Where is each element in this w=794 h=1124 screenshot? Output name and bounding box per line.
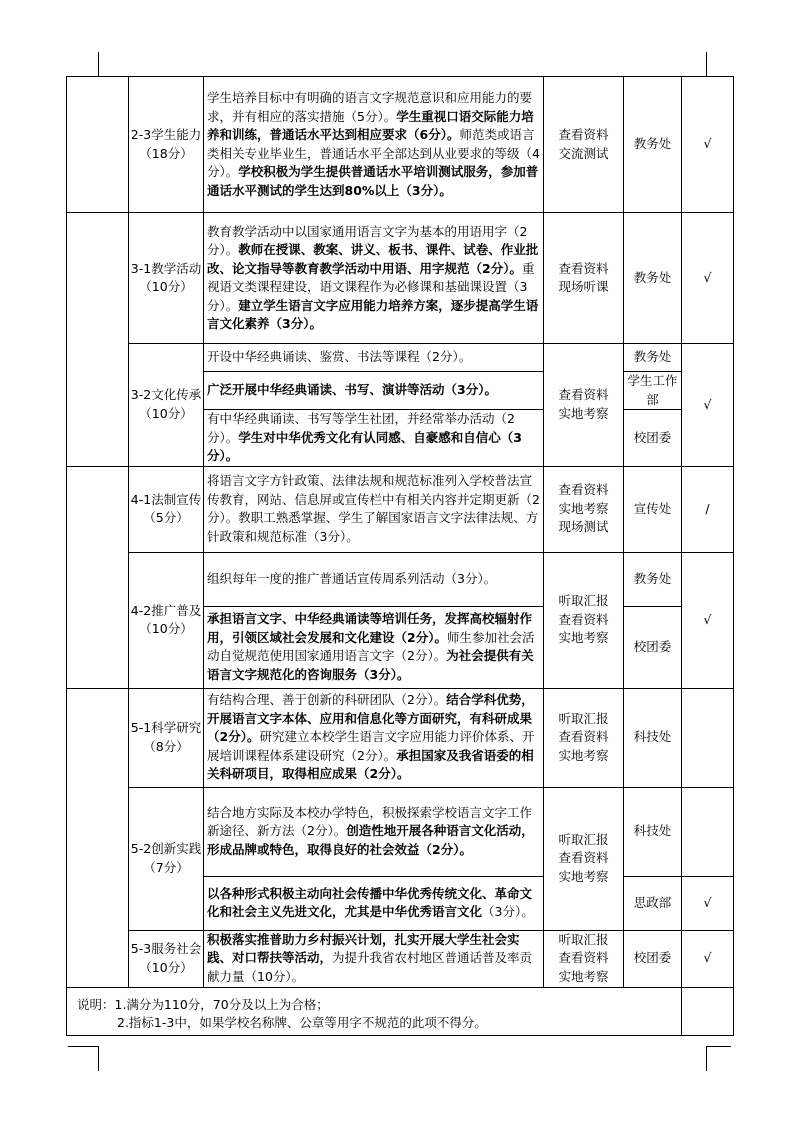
- check-mark: √: [682, 344, 734, 467]
- subitem-cell: [129, 466, 204, 552]
- dept-cell: 思政部: [624, 876, 682, 930]
- subitem-cell: [129, 787, 204, 930]
- category-cell: [67, 688, 129, 987]
- check-mark: /: [682, 466, 734, 552]
- check-mark: √: [682, 213, 734, 344]
- method-cell: 查看资料 交流测试: [544, 77, 624, 213]
- method-cell: 查看资料 实地考察 现场测试: [544, 466, 624, 552]
- subitem-name: 3-2文化传承: [130, 387, 202, 403]
- dept-cell: 科技处: [624, 688, 682, 787]
- criteria-cell: 学生培养目标中有明确的语言文字规范意识和应用能力的要求，并有相应的落实措施（5分）。学生重视口语交际能力培养和训练，普通话水平达到相应要求（6分）。师范类或语言类相关专业毕业生，普通话水平全部达到从业要求的等级（4分）。学校积极为学生提供普通话水平培训测试服务，参加普通话水平测试的学生达到80%以上（3分）。: [204, 77, 544, 213]
- criteria-cell: 广泛开展中华经典诵读、书写、演讲等活动（3分）。: [204, 372, 544, 410]
- subitem-cell: [129, 344, 204, 467]
- table-row: [67, 213, 734, 344]
- subitem-score: （5分）: [143, 510, 189, 525]
- table-row: [67, 688, 734, 787]
- note-line-1: 说明：1.满分为110分，70分及以上为合格；: [77, 996, 329, 1012]
- dept-cell: 教务处: [624, 344, 682, 372]
- subitem-cell: [129, 552, 204, 688]
- dept-cell: 校团委: [624, 606, 682, 688]
- crop-mark-bottom-right: [706, 1046, 731, 1071]
- criteria-cell: 有结构合理、善于创新的科研团队（2分）。结合学科优势，开展语言文字本体、应用和信息化等方面研究，有科研成果（2分）。研究建立本校学生语言文字应用能力评价体系、开展培训课程体系建设研究（2分）。承担国家及我省语委的相关科研项目，取得相应成果（2分）。: [204, 688, 544, 787]
- subitem-name: 2-3学生能力: [130, 127, 202, 142]
- criteria-cell: 开设中华经典诵读、鉴赏、书法等课程（2分）。: [204, 344, 544, 372]
- criteria-cell: 组织每年一度的推广普通话宣传周系列活动（3分）。: [204, 552, 544, 606]
- check-mark: √: [682, 77, 734, 213]
- crop-mark-top-right: [706, 52, 731, 77]
- method-cell: 听取汇报 查看资料 实地考察: [544, 930, 624, 987]
- subitem-cell: [129, 930, 204, 987]
- subitem-score: （10分）: [139, 279, 193, 294]
- criteria-cell: 有中华经典诵读、书写等学生社团，并经常举办活动（2分）。学生对中华优秀文化有认同感、自豪感和自信心（3分）。: [204, 410, 544, 467]
- criteria-cell: 教育教学活动中以国家通用语言文字为基本的用语用字（2分）。教师在授课、教案、讲义、板书、课件、试卷、作业批改、论文指导等教育教学活动中用语、用字规范（2分）。重视语文类课程建设，语文课程作为必修课和基础课设置（3分）。建立学生语言文字应用能力培养方案，逐步提高学生语言文化素养（3分）。: [204, 213, 544, 344]
- subitem-score: （10分）: [139, 621, 193, 636]
- dept-cell: 教务处: [624, 552, 682, 606]
- dept-cell: 校团委: [624, 410, 682, 467]
- dept-cell: 宣传处: [624, 466, 682, 552]
- table-row: [67, 987, 734, 1035]
- subitem-cell: [129, 77, 204, 213]
- subitem-name: 5-3服务社会: [130, 941, 202, 956]
- check-mark: √: [682, 876, 734, 930]
- subitem-cell: [129, 688, 204, 787]
- dept-cell: 教务处: [624, 77, 682, 213]
- criteria-cell: 积极落实推普助力乡村振兴计划，扎实开展大学生社会实践、对口帮扶等活动，为提升我省农村地区普通话普及率贡献力量（10分）。: [204, 930, 544, 987]
- table-row: [67, 344, 734, 372]
- dept-cell: 校团委: [624, 930, 682, 987]
- category-cell: [67, 466, 129, 688]
- method-cell: 听取汇报 查看资料 实地考察: [544, 552, 624, 688]
- subitem-cell: [129, 213, 204, 344]
- check-mark: √: [682, 552, 734, 688]
- crop-mark-bottom-left: [68, 1046, 99, 1071]
- subitem-score: （18分）: [139, 145, 193, 161]
- subitem-score: （7分）: [143, 859, 189, 875]
- table-row: [67, 787, 734, 876]
- subitem-score: （10分）: [139, 959, 193, 975]
- note-line-2: 2.指标1-3中，如果学校名称牌、公章等用字不规范的此项不得分。: [117, 1015, 487, 1030]
- check-mark: √: [682, 930, 734, 987]
- method-cell: 查看资料 现场听课: [544, 213, 624, 344]
- category-cell: [67, 213, 129, 467]
- crop-mark-top-left: [68, 52, 99, 77]
- table-row: [67, 552, 734, 606]
- criteria-cell: 结合地方实际及本校办学特色，积极探索学校语言文字工作新途径、新方法（2分）。创造性地开展各种语言文化活动，形成品牌或特色，取得良好的社会效益（2分）。: [204, 787, 544, 876]
- dept-cell: 科技处: [624, 787, 682, 876]
- method-cell: 听取汇报 查看资料 实地考察: [544, 787, 624, 930]
- evaluation-table: [66, 76, 734, 1036]
- subitem-score: （10分）: [139, 405, 193, 421]
- method-cell: 听取汇报 查看资料 实地考察: [544, 688, 624, 787]
- category-cell: [67, 77, 129, 213]
- subitem-score: （8分）: [143, 738, 189, 754]
- table-row: [67, 466, 734, 552]
- method-cell: 查看资料 实地考察: [544, 344, 624, 467]
- criteria-cell: 将语言文字方针政策、法律法规和规范标准列入学校普法宣传教育，网站、信息屏或宣传栏中有相关内容并定期更新（2分）。教职工熟悉掌握、学生了解国家语言文字法律法规、方针政策和规范标准（3分）。: [204, 466, 544, 552]
- table-row: [67, 77, 734, 213]
- note-cell: [67, 987, 682, 1035]
- subitem-name: 4-1法制宣传: [130, 491, 202, 507]
- subitem-name: 3-1教学活动: [130, 260, 202, 276]
- dept-cell: 学生工作部: [624, 372, 682, 410]
- check-cell-empty: [682, 787, 734, 876]
- criteria-cell: 以各种形式积极主动向社会传播中华优秀传统文化、革命文化和社会主义先进文化，尤其是中华优秀语言文化（3分）。: [204, 876, 544, 930]
- table-row: [67, 930, 734, 987]
- dept-cell: 教务处: [624, 213, 682, 344]
- subitem-name: 5-1科学研究: [130, 720, 202, 735]
- criteria-cell: 承担语言文字、中华经典诵读等培训任务，发挥高校辐射作用，引领区域社会发展和文化建设（2分）。师生参加社会活动自觉规范使用国家通用语言文字（2分）。为社会提供有关语言文字规范化的咨询服务（3分）。: [204, 606, 544, 688]
- subitem-name: 4-2推广普及: [130, 602, 202, 618]
- check-cell-empty: [682, 688, 734, 787]
- note-empty-cell: [682, 987, 734, 1035]
- subitem-name: 5-2创新实践: [130, 841, 202, 856]
